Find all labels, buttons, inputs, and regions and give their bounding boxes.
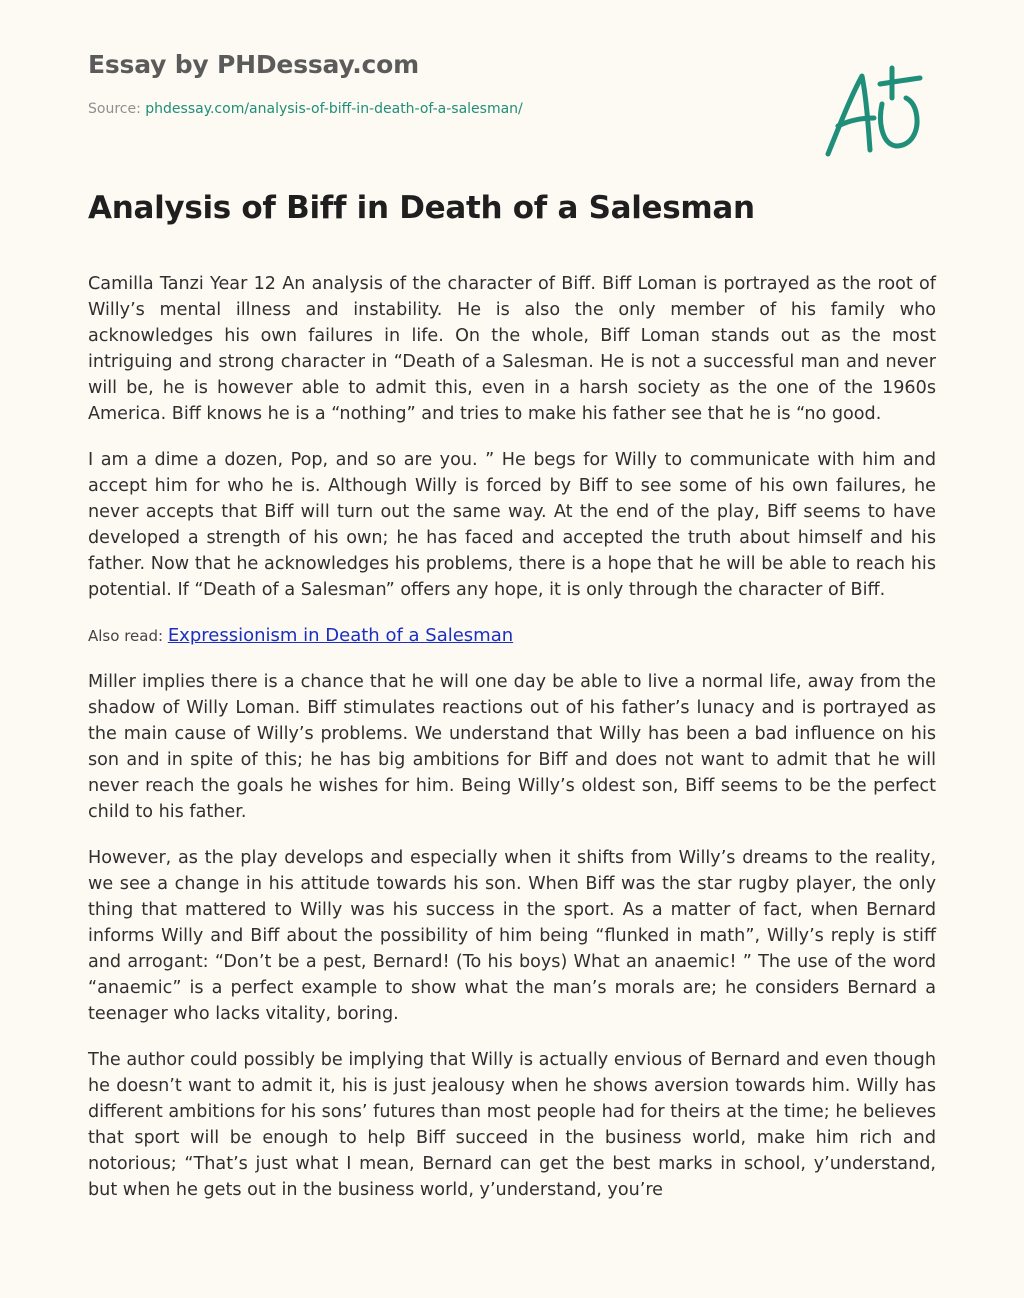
paragraph: I am a dime a dozen, Pop, and so are you. ” He begs for Willy to communicate with him and accept him for who he is. Although Willy is forced by Biff to see some of his own failures, he never accepts that Biff will turn out the same way. At the end of the play, Biff seems to have developed a strength of his own; he has faced and accepted the truth about himself and his father. Now that he acknowledges his problems, there is a hope that he will be able to reach his potential. If “Death of a Salesman” offers any hope, it is only through the character of Biff. — [88, 450, 936, 600]
paragraph: The author could possibly be implying that Willy is actually envious of Bernard and even though he doesn’t want to admit it, his is just jealousy when he shows aversion towards him. Willy has different ambitions for his sons’ futures than most people had for theirs at the time; he believes that sport will be enough to help Biff succeed in the business world, make him rich and notorious; “That’s just what I mean, Bernard can get the best marks in school, y’understand, but when he gets out in the business world, y’understand, you’re — [88, 1050, 936, 1200]
page-header — [88, 50, 788, 117]
also-read-link[interactable]: Expressionism in Death of a Salesman — [167, 625, 514, 646]
paragraph: Miller implies there is a chance that he will one day be able to live a normal life, away from the shadow of Willy Loman. Biff stimulates reactions out of his father’s lunacy and is portrayed as the main cause of Willy’s problems. We understand that Willy has been a bad influence on his son and in spite of this; he has big ambitions for Biff and does not want to admit that he will never reach the goals he wishes for him. Being Willy’s oldest son, Biff seems to be the perfect child to his father. — [88, 672, 936, 822]
paragraph: However, as the play develops and especially when it shifts from Willy’s dreams to the reality, we see a change in his attitude towards his son. When Biff was the star rugby player, the only thing that mattered to Willy was his success in the sport. As a matter of fact, when Bernard informs Willy and Biff about the possibility of him being “flunked in math”, Willy’s reply is stiff and arrogant: “Don’t be a pest, Bernard! (To his boys) What an anaemic! ” The use of the word “anaemic” is a perfect example to show what the man’s morals are; he considers Bernard a teenager who lacks vitality, boring. — [88, 848, 936, 1024]
article-body — [88, 271, 936, 1223]
source-line — [88, 101, 788, 117]
article-title: Analysis of Biff in Death of a Salesman — [88, 190, 755, 226]
source-link[interactable]: phdessay.com/analysis-of-biff-in-death-of-a-salesman/ — [145, 101, 523, 117]
source-label: Source: — [88, 101, 141, 117]
site-title: Essay by PHDessay.com — [88, 50, 419, 79]
a-plus-logo-icon — [822, 64, 928, 160]
also-read — [88, 623, 936, 649]
paragraph: Camilla Tanzi Year 12 An analysis of the character of Biff. Biff Loman is portrayed as the root of Willy’s mental illness and instability. He is also the only member of his family who acknowledges his own failures in life. On the whole, Biff Loman stands out as the most intriguing and strong character in “Death of a Salesman. He is not a successful man and never will be, he is however able to admit this, even in a harsh society as the one of the 1960s America. Biff knows he is a “nothing” and tries to make his father see that he is “no good. — [88, 274, 936, 424]
also-read-label: Also read: — [88, 627, 164, 645]
